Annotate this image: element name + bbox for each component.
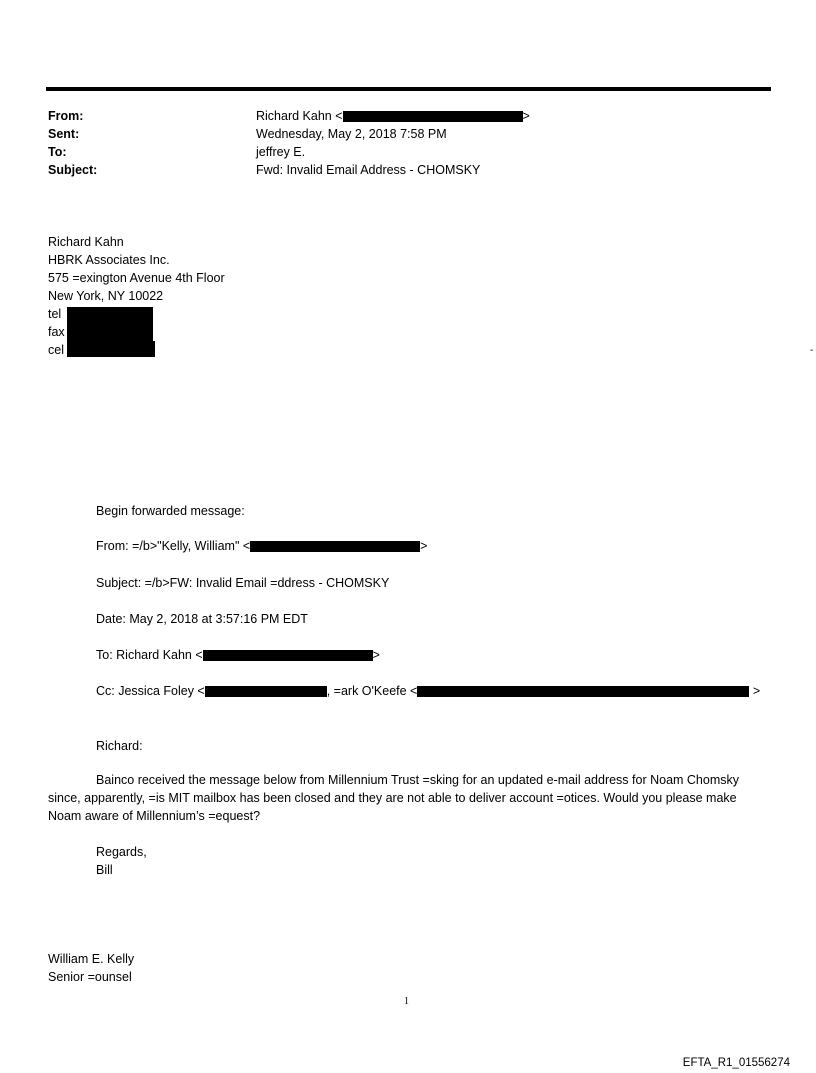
document-id: EFTA_R1_01556274 [682, 1057, 790, 1069]
redaction-block [343, 111, 523, 122]
sender-short-name: Bill [96, 863, 113, 877]
redaction-block [67, 341, 155, 357]
forward-cc-end: > [749, 684, 761, 698]
from-name: Richard Kahn < [256, 109, 343, 123]
regards: Regards, [96, 845, 147, 859]
sent-label: Sent: [48, 127, 80, 141]
forward-cc [96, 682, 760, 700]
from-label: From: [48, 109, 84, 123]
page-number: 1 [404, 996, 409, 1007]
forward-from-end: > [420, 539, 428, 553]
forward-to-text: To: Richard Kahn < [96, 648, 203, 662]
forward-cc-text: Cc: Jessica Foley < [96, 684, 205, 698]
subject-label: Subject: [48, 163, 98, 177]
from-value [256, 107, 530, 125]
forward-cc-mid: , =ark O'Keefe < [326, 684, 418, 698]
stray-mark: - [810, 345, 814, 356]
subject-value: Fwd: Invalid Email Address - CHOMSKY [256, 163, 481, 177]
signature-name: Richard Kahn [48, 235, 124, 249]
forward-intro: Begin forwarded message: [96, 504, 245, 518]
forward-date: Date: May 2, 2018 at 3:57:16 PM EDT [96, 612, 308, 626]
redaction-block [205, 686, 327, 697]
to-value: jeffrey E. [256, 145, 306, 159]
sent-value: Wednesday, May 2, 2018 7:58 PM [256, 127, 447, 141]
signature-company: HBRK Associates Inc. [48, 253, 170, 267]
redaction-block [203, 650, 373, 661]
redaction-block [250, 541, 420, 552]
greeting: Richard: [96, 739, 143, 753]
signature-address-2: New York, NY 10022 [48, 289, 164, 303]
forward-to [96, 646, 380, 664]
forward-from-text: From: =/b>"Kelly, William" < [96, 539, 251, 553]
footer-title: Senior =ounsel [48, 970, 132, 984]
header-rule [46, 87, 771, 91]
signature-cell: cel [48, 343, 64, 357]
to-label: To: [48, 145, 67, 159]
signature-tel: tel [48, 307, 62, 321]
forward-subject: Subject: =/b>FW: Invalid Email =ddress - CHOMSKY [96, 576, 390, 590]
signature-fax: fax [48, 325, 65, 339]
body-paragraph: Bainco received the message below from Millennium Trust =sking for an updated e-mail address for Noam Chomsky since, apparently, =is MIT mailbox has been closed and they are not able to deliver account =otices. Would you please make Noam aware of Millennium’s =equest? [48, 773, 739, 823]
forward-to-end: > [372, 648, 380, 662]
redaction-block [417, 686, 749, 697]
from-end: > [522, 109, 530, 123]
footer-name: William E. Kelly [48, 952, 135, 966]
forward-from [96, 537, 427, 555]
signature-address-1: 575 =exington Avenue 4th Floor [48, 271, 225, 285]
